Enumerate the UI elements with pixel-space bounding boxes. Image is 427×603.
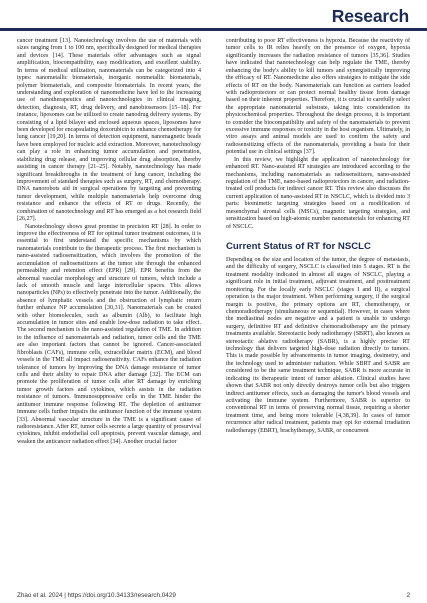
header-rule — [0, 28, 427, 31]
right-column — [226, 38, 410, 435]
page-number: 2 — [406, 592, 410, 599]
right-paragraph-1: contributing to poor RT effectiveness is hypoxia. Because the reactivity of tumor cells to IR relies heavily on the presence of oxygen, hypoxia significantly increases the radiation resistance of tumors [35,36]. Studies have indicated that nanotechnology can help regulate the TME, thereby enhancing the body's ability to kill tumors and synergistically improving the efficacy of RT. Nanomedicine also offers strategies to mitigate the side effects of RT on the body. Nanomaterials can function as carriers loaded with radioprotectors or can protect normal healthy tissue from damage based on their inherent properties. Therefore, it is crucial to carefully select the appropriate nanomaterial substrate, taking into consideration its physicochemical properties. Throughout the design process, it is important to consider the biocompatibility and safety of the nanomaterials to prevent excessive immune responses or toxicity in the host organism. Ultimately, in vitro assays and animal models are used to confirm the safety and radiosensitizing effects of the nanomaterials, providing a basis for their potential use in clinical settings [37]. — [226, 38, 410, 156]
left-paragraph-1: cancer treatment [13]. Nanotechnology involves the use of materials with sizes ranging from 1 to 100 nm, specifically designed for medical therapies and devices [14]. These materials offer advantages such as signal amplification, biocompatibility, easy modification, and excellent stability. In terms of medical utilization, nanomaterials can be categorized into 4 types: nanometallic biomaterials, inorganic nonmetallic biomaterials, polymer biomaterials, and composite biomaterials. In recent years, the understanding and exploration of nanomedicine have led to the increasing use of nanotherapeutics and nanotechnologies in clinical imaging, detection, diagnosis, RT, drug delivery, and nanobiosensors [15–18]. For instance, liposomes can be utilized to create nanodrug delivery systems. By consisting of a lipid bilayer and enclosed aqueous spaces, liposomes have been developed for encapsulating doxorubicin to enhance chemotherapy for lung cancer [19,20]. In terms of detection equipment, nanomagnetic beads have been employed for nucleic acid extraction. Moreover, nanotechnology can play a role in enhancing tumor accumulation and penetration, stabilizing drug release, and improving cellular drug absorption, thereby assisting in cancer therapy [21–25]. Notably, nanotechnology has made significant breakthroughs in the treatment of lung cancer, including the improvement of standard therapies such as surgery, RT, and chemotherapy. DNA nanorobots aid in surgical operations by targeting and preventing tumor development, while multiple nanomaterials help overcome drug resistance and enhance the effects of RT or drugs. Recently, the combination of nanotechnology and RT has emerged as a hot research field [26,27]. — [17, 38, 201, 223]
page-footer — [17, 592, 410, 599]
right-paragraph-3: Depending on the size and location of the tumor, the degree of metastasis, and the difficulty of surgery, NSCLC is classified into 5 stages. RT is the treatment modality indicated in almost all stages of NSCLC, playing a significant role in initial treatment, adjuvant treatment, and posttreatment monitoring. For the locally early NSCLC (stages I and II), a surgical operation is the major treatment. When performing surgery, if the surgical margin is positive, the primary options are RT, chemotherapy, or chemoradiotherapy (simultaneous or sequential). However, in cases where the mediastinal nodes are negative and a patient is unable to undergo surgery, definitive RT and definitive chemoradiotherapy are the primary treatments available. Stereotactic body radiotherapy (SBRT), also known as stereotactic ablative radiotherapy (SABR), is a highly precise RT technology that delivers targeted high-dose radiation directly to tumors. This is made possible by advancements in tumor imaging, dosimetry, and the technology used to administer radiation. While SBRT and SABR are considered to be the same treatment technique, SABR is more accurate in indicating its therapeutic intent of tumor ablation. Clinical studies have shown that SABR not only directly destroys tumor cells but also triggers indirect antitumor effects, such as damaging the tumor's blood vessels and activating the immune system. Furthermore, SABR is superior to conventional RT in terms of preserving normal tissue, requiring a shorter treatment time, and being more tolerable [4,38,39]. In cases of tumor recurrence after radical treatment, patients may opt for external irradiation radiotherapy (EBRT), brachytherapy, SABR, or concurrent — [226, 256, 410, 434]
right-paragraph-2: In this review, we highlight the application of nanotechnology for enhanced RT. Nano-assisted RT strategies are introduced according to the mechanisms, including nanomaterials as radiosensitizers, nano-assisted regulation of the TME, nano-based radioprotectors in cancer, and radiation-treated cell products for indirect cancer RT. This review also discusses the current application of nano-assisted RT in NSCLC, which is divided into 3 parts: biomimetic targeting strategies based on a modification of mesenchymal stromal cells (MSCs), magnetic targeting strategies, and sensitization based on high-atomic number nanomaterials for enhancing RT of NSCLC. — [226, 156, 410, 230]
left-column — [17, 38, 201, 446]
footer-citation: Zhao et al. 2024 | https://doi.org/10.34133/research.0429 — [17, 592, 176, 599]
section-heading: Current Status of RT for NSCLC — [226, 240, 371, 252]
left-paragraph-2: Nanotechnology shows great promise in precision RT [28]. In order to improve the effectiveness of RT for optimal tumor treatment outcomes, it is essential to first understand the specific mechanisms by which nanomaterials contribute to the therapeutic process. The first mechanism is nano-assisted radiosensitization, which involves the promotion of the accumulation of radiosensitizers at the tumor site through the enhanced permeability and retention effect (EPR) [29]. EPR benefits from the abnormal vascular morphology and structure of tumors, which include a lack of smooth muscle and large intercellular spaces. This allows nanoparticles (NPs) to effectively penetrate into the tumor. Additionally, the absence of lymphatic vessels and the obstruction of lymphatic return further enhance NP accumulation [30,31]. Nanomaterials can be coated with other biomolecules, such as albumin (Alb), to facilitate high accumulation in tumor sites and enable low-dose radiation to take effect. The second mechanism is the nano-assisted regulation of TME. In addition to the influence of nanomaterials and radiation, tumor cells and the TME are also important factors that cannot be ignored. Cancer-associated fibroblasts (CAFs), immune cells, extracellular matrix (ECM), and blood vessels in the TME all impact radiosensitivity. CAFs enhance the radiation tolerance of tumors by improving the DNA damage resistance of tumor cells and their ability to repair DNA after damage [32]. The ECM can promote the proliferation of tumor cells after RT damage by enriching tumor growth factors and cytokines, which assists in the radiation resistance of tumors. Immunosuppressive cells in the TME hinder the antitumor immune response following RT. The depletion of antitumor immune cells further impairs the antitumor function of the immune system [33]. Abnormal vascular structure in the TME is a significant cause of radioresistance. After RT, tumor cells secrete a large quantity of prosurvival cytokines, inhibit endothelial cell apoptosis, prevent vascular damage, and weaken the anticancer radiation effect [34]. Another crucial factor — [17, 223, 201, 445]
header-label: Research — [331, 6, 409, 26]
